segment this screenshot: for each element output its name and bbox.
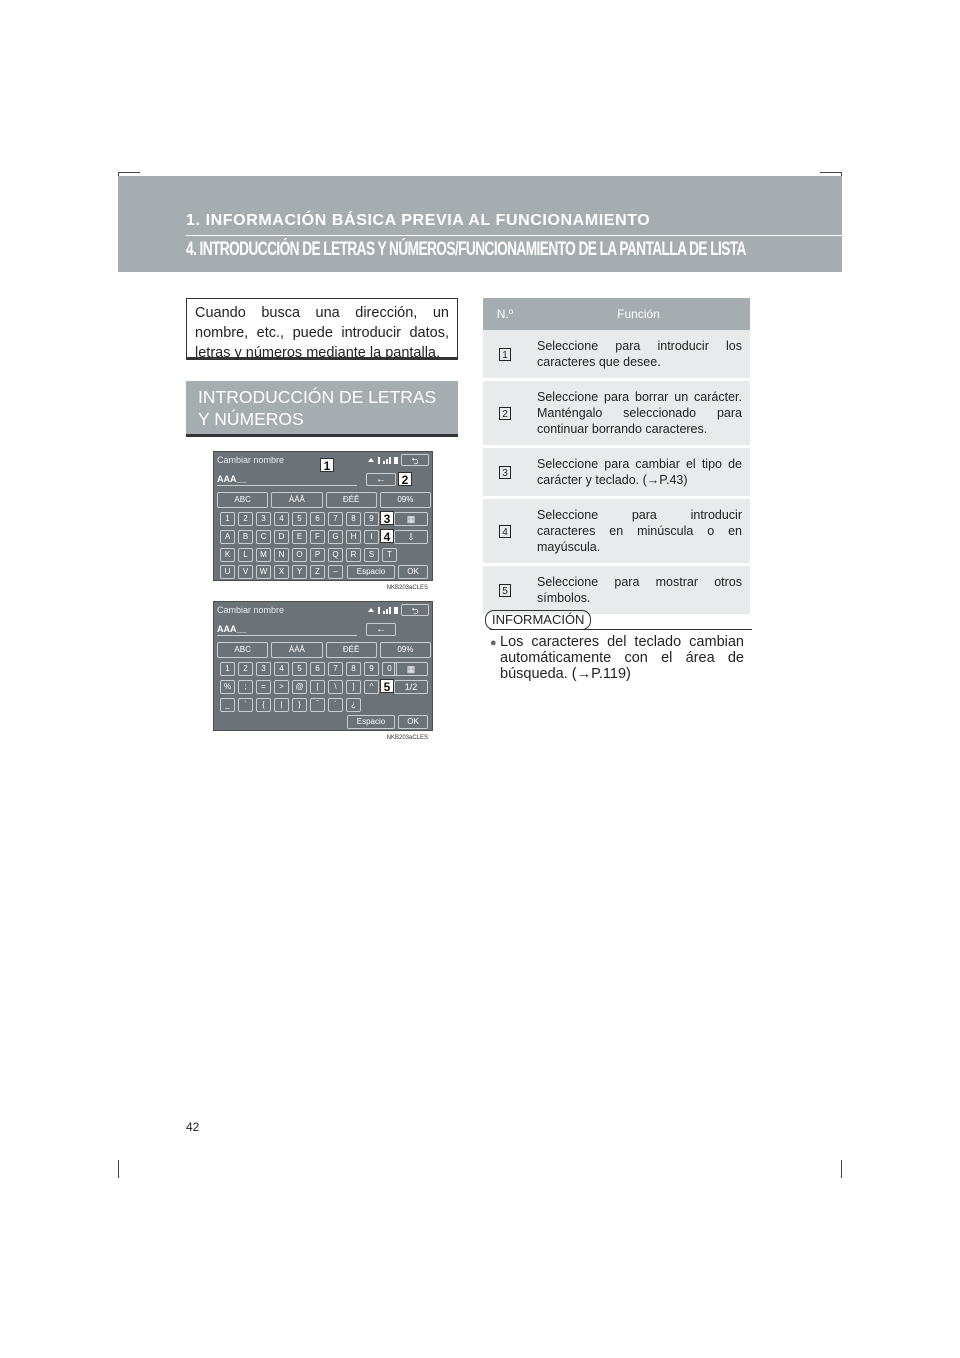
delete-button[interactable]: ←: [366, 473, 396, 486]
input-field[interactable]: AAA__: [217, 624, 247, 634]
key-row: [220, 512, 379, 526]
callout-4: 4: [380, 529, 394, 543]
tab-accented-a[interactable]: ÀÁÂ: [271, 492, 322, 508]
row-number: 2: [499, 407, 511, 420]
key[interactable]: ^: [364, 680, 379, 694]
key-row: [220, 565, 343, 579]
key[interactable]: 2: [238, 662, 253, 676]
screen-title: Cambiar nombre: [217, 605, 285, 615]
key[interactable]: 8: [346, 662, 361, 676]
input-underline: [217, 635, 357, 636]
column-header-number: N.º: [483, 298, 527, 330]
key[interactable]: V: [238, 565, 253, 579]
key[interactable]: C: [256, 530, 271, 544]
key[interactable]: ¿: [346, 698, 361, 712]
info-label: INFORMACIÓN: [485, 610, 591, 630]
key[interactable]: 1: [220, 512, 235, 526]
tab-abc[interactable]: ABC: [217, 642, 268, 658]
key[interactable]: H: [346, 530, 361, 544]
key[interactable]: 7: [328, 662, 343, 676]
info-divider: [490, 629, 752, 630]
key[interactable]: P: [310, 548, 325, 562]
figure-code: NKB203aCLES: [386, 735, 428, 741]
key[interactable]: E: [292, 530, 307, 544]
input-field[interactable]: AAA__: [217, 474, 247, 484]
status-icons: [366, 604, 400, 616]
key[interactable]: L: [238, 548, 253, 562]
row-text: Seleccione para cambiar el tipo de carácter y teclado. (→P.43): [527, 447, 750, 498]
keyboard-layout-button[interactable]: ▦: [394, 662, 428, 676]
tab-numbers-symbols[interactable]: 09%: [380, 642, 431, 658]
column-header-function: Función: [527, 298, 750, 330]
chapter-title: 4. INTRODUCCIÓN DE LETRAS Y NÚMEROS/FUNCIONAMIENTO DE LA PANTALLA DE LISTA: [186, 239, 746, 260]
tab-numbers-symbols[interactable]: 09%: [380, 492, 431, 508]
shift-button[interactable]: ⇩: [394, 530, 428, 544]
key[interactable]: Y: [292, 565, 307, 579]
row-number: 5: [499, 584, 511, 597]
key[interactable]: Q: [328, 548, 343, 562]
callout-5: 5: [380, 679, 394, 693]
key[interactable]: Z: [310, 565, 325, 579]
input-underline: [217, 485, 357, 486]
key[interactable]: }: [292, 698, 307, 712]
key[interactable]: 9: [364, 662, 379, 676]
tab-accented-a[interactable]: ÀÁÂ: [271, 642, 322, 658]
subsection-title: INTRODUCCIÓN DE LETRAS Y NÚMEROS: [186, 381, 458, 437]
key[interactable]: 4: [274, 512, 289, 526]
info-text: Los caracteres del teclado cambian automáticamente con el área de búsqueda. (→P.119): [500, 634, 744, 682]
key[interactable]: N: [274, 548, 289, 562]
key[interactable]: ;: [238, 680, 253, 694]
key[interactable]: 8: [346, 512, 361, 526]
key[interactable]: B: [238, 530, 253, 544]
header-divider: [186, 235, 842, 236]
key[interactable]: \: [328, 680, 343, 694]
tab-accented-e[interactable]: ĐÉÊ: [326, 642, 377, 658]
intro-text-box: Cuando busca una dirección, un nombre, etc., puede introducir datos, letras y números mediante la pantalla.: [186, 298, 458, 360]
key[interactable]: ‾: [310, 698, 325, 712]
key[interactable]: ]: [346, 680, 361, 694]
row-number: 3: [499, 466, 511, 479]
key-row: [220, 680, 379, 694]
key[interactable]: G: [328, 530, 343, 544]
crop-mark: [820, 172, 842, 173]
key[interactable]: O: [292, 548, 307, 562]
key[interactable]: _: [220, 698, 235, 712]
table-header-row: [483, 298, 750, 330]
keyboard-tabs: [217, 642, 431, 658]
callout-1: 1: [320, 458, 334, 472]
row-text: Seleccione para mostrar otros símbolos.: [527, 565, 750, 616]
key[interactable]: 4: [274, 662, 289, 676]
keyboard-screen-symbols: [213, 601, 433, 741]
table-row: [483, 380, 750, 447]
key[interactable]: 6: [310, 512, 325, 526]
key[interactable]: [: [310, 680, 325, 694]
crop-mark: [841, 1160, 842, 1178]
keyboard-screen-letters: [213, 451, 433, 591]
key[interactable]: A: [220, 530, 235, 544]
key-row: [220, 662, 397, 676]
page-toggle-button[interactable]: 1/2: [394, 680, 428, 694]
key[interactable]: M: [256, 548, 271, 562]
key[interactable]: I: [364, 530, 379, 544]
key[interactable]: 0: [382, 662, 397, 676]
key[interactable]: 6: [310, 662, 325, 676]
crop-mark: [118, 172, 140, 173]
key[interactable]: @: [292, 680, 307, 694]
row-text: Seleccione para introducir los caracteres que desee.: [527, 330, 750, 380]
key[interactable]: X: [274, 565, 289, 579]
key[interactable]: ´: [328, 698, 343, 712]
key[interactable]: S: [364, 548, 379, 562]
row-text: Seleccione para borrar un carácter. Manténgalo seleccionado para continuar borrando caracteres.: [527, 380, 750, 447]
key[interactable]: =: [256, 680, 271, 694]
key[interactable]: K: [220, 548, 235, 562]
key[interactable]: 3: [256, 662, 271, 676]
key[interactable]: W: [256, 565, 271, 579]
key[interactable]: 2: [238, 512, 253, 526]
keyboard-tabs: [217, 492, 431, 508]
back-button[interactable]: ⮌: [401, 604, 429, 616]
table-row: [483, 498, 750, 565]
key[interactable]: %: [220, 680, 235, 694]
row-text: Seleccione para introducir caracteres en minúscula o en mayúscula.: [527, 498, 750, 565]
key[interactable]: –: [328, 565, 343, 579]
key[interactable]: >: [274, 680, 289, 694]
keyboard-layout-button[interactable]: ▦: [394, 512, 428, 526]
key[interactable]: `: [238, 698, 253, 712]
page-number: 42: [186, 1120, 200, 1134]
screen-title: Cambiar nombre: [217, 455, 285, 465]
row-number: 4: [499, 525, 511, 538]
key[interactable]: U: [220, 565, 235, 579]
key-row: [220, 548, 397, 562]
ok-button[interactable]: OK: [398, 565, 428, 579]
key[interactable]: 5: [292, 662, 307, 676]
function-table: [483, 298, 750, 617]
key-row: [220, 698, 361, 712]
callout-3: 3: [380, 511, 394, 525]
section-title: 1. INFORMACIÓN BÁSICA PREVIA AL FUNCIONAMIENTO: [186, 212, 651, 229]
key-row: [220, 530, 379, 544]
key[interactable]: 5: [292, 512, 307, 526]
tab-abc[interactable]: ABC: [217, 492, 268, 508]
table-row: [483, 447, 750, 498]
key[interactable]: D: [274, 530, 289, 544]
bullet-icon: ●: [490, 637, 497, 649]
tab-accented-e[interactable]: ĐÉÊ: [326, 492, 377, 508]
figure-code: NKB203aCLES: [386, 585, 428, 591]
key[interactable]: 7: [328, 512, 343, 526]
ok-button[interactable]: OK: [398, 715, 428, 729]
key[interactable]: F: [310, 530, 325, 544]
row-number: 1: [499, 348, 511, 361]
space-button[interactable]: Espacio: [347, 715, 395, 729]
key[interactable]: T: [382, 548, 397, 562]
space-button[interactable]: Espacio: [347, 565, 395, 579]
key[interactable]: 1: [220, 662, 235, 676]
table-row: [483, 330, 750, 380]
callout-2: 2: [398, 472, 412, 486]
crop-mark: [118, 1160, 119, 1178]
status-icons: [366, 454, 400, 466]
key[interactable]: {: [256, 698, 271, 712]
key[interactable]: 3: [256, 512, 271, 526]
table-row: [483, 565, 750, 616]
back-button[interactable]: ⮌: [401, 454, 429, 466]
key[interactable]: R: [346, 548, 361, 562]
key[interactable]: 9: [364, 512, 379, 526]
key[interactable]: |: [274, 698, 289, 712]
delete-button[interactable]: ←: [366, 623, 396, 636]
